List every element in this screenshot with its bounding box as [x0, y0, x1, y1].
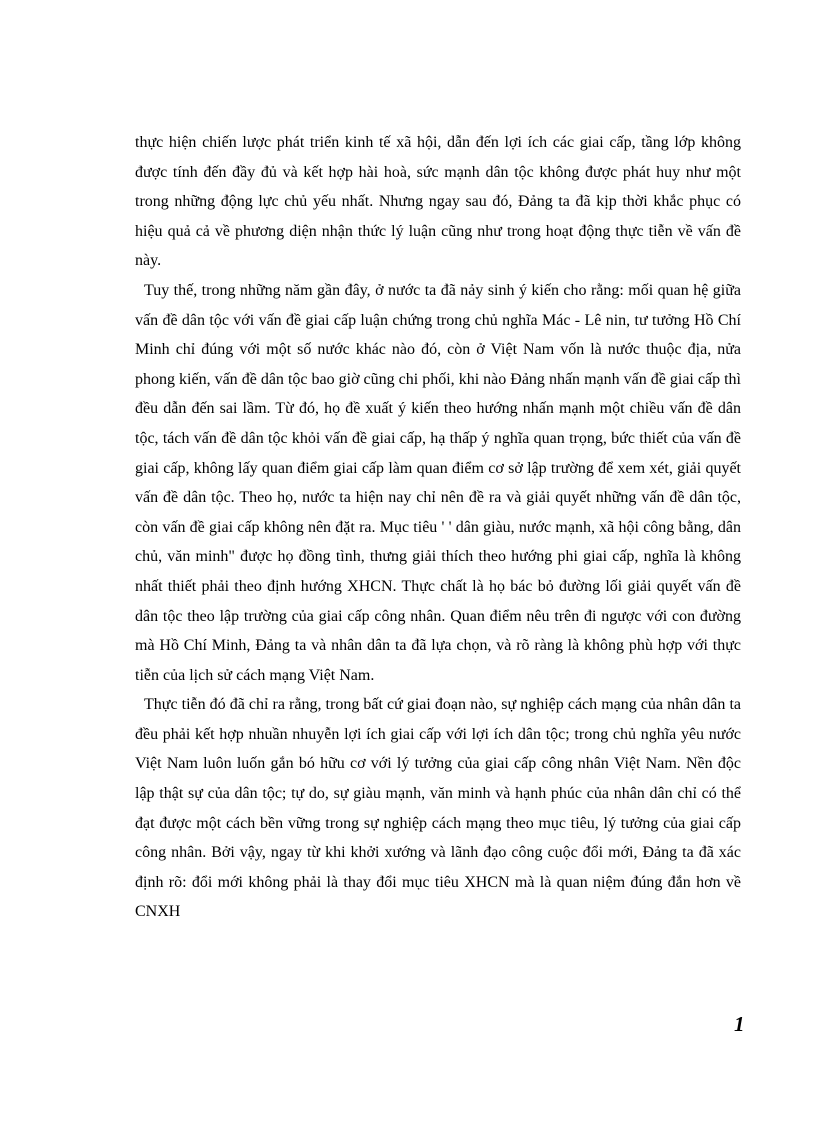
- paragraph-2: Tuy thế, trong những năm gần đây, ở nước ta đã nảy sinh ý kiến cho rằng: mối quan hệ giữa vấn đề dân tộc với vấn đề giai cấp luận chứng trong chủ nghĩa Mác - Lê nin, tư tưởng Hồ Chí Minh chỉ đúng với một số nước khác nào đó, còn ở Việt Nam vốn là nước thuộc địa, nửa phong kiến, vấn đề dân tộc bao giờ cũng chi phối, khi nào Đảng nhấn mạnh vấn đề giai cấp thì đều dẫn đến sai lầm. Từ đó, họ đề xuất ý kiến theo hướng nhấn mạnh một chiều vấn đề dân tộc, tách vấn đề dân tộc khỏi vấn đề giai cấp, hạ thấp ý nghĩa quan trọng, bức thiết của vấn đề giai cấp, không lấy quan điểm giai cấp làm quan điểm cơ sở lập trường để xem xét, giải quyết vấn đề dân tộc. Theo họ, nước ta hiện nay chỉ nên đề ra và giải quyết những vấn đề dân tộc, còn vấn đề giai cấp không nên đặt ra. Mục tiêu ' ' dân giàu, nước mạnh, xã hội công bằng, dân chủ, văn minh" được họ đồng tình, thưng giải thích theo hướng phi giai cấp, nghĩa là không nhất thiết phải theo định hướng XHCN. Thực chất là họ bác bỏ đường lối giải quyết vấn đề dân tộc theo lập trường của giai cấp công nhân. Quan điểm nêu trên đi ngược với con đường mà Hồ Chí Minh, Đảng ta và nhân dân ta đã lựa chọn, và rõ ràng là không phù hợp với thực tiễn của lịch sử cách mạng Việt Nam.: [135, 281, 741, 684]
- paragraph-1: thực hiện chiến lược phát triển kinh tế xã hội, dẫn đến lợi ích các giai cấp, tầng lớp không được tính đến đầy đủ và kết hợp hài hoà, sức mạnh dân tộc không được phát huy như một trong những động lực chủ yếu nhất. Nhưng ngay sau đó, Đảng ta đã kịp thời khắc phục có hiệu quả cả về phương diện nhận thức lý luận cũng như trong hoạt động thực tiễn về vấn đề này.: [135, 134, 741, 270]
- paragraph-3: Thực tiễn đó đã chỉ ra rằng, trong bất cứ giai đoạn nào, sự nghiệp cách mạng của nhân dân ta đều phải kết hợp nhuần nhuyễn lợi ích giai cấp với lợi ích dân tộc; trong chủ nghĩa yêu nước Việt Nam luôn luốn gắn bó hữu cơ với lý tưởng của giai cấp công nhân Việt Nam. Nền độc lập thật sự của dân tộc; tự do, sự giàu mạnh, văn minh và hạnh phúc của nhân dân chỉ có thể đạt được một cách bền vững trong sự nghiệp cách mạng theo mục tiêu, lý tưởng của giai cấp công nhân. Bởi vậy, ngay từ khi khởi xướng và lãnh đạo công cuộc đổi mới, Đảng ta đã xác định rõ: đổi mới không phải là thay đổi mục tiêu XHCN mà là quan niệm đúng đắn hơn về CNXH: [135, 696, 741, 921]
- body-text: [135, 128, 741, 927]
- page-number: 1: [734, 1012, 745, 1036]
